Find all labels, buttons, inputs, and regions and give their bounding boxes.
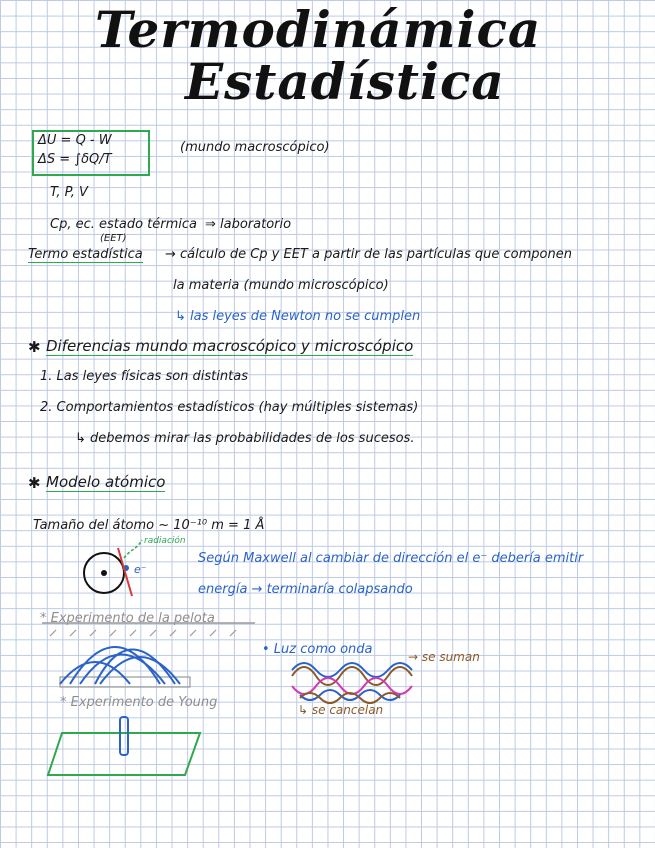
diferencias-bullet: ✱ [28, 338, 41, 356]
modelo-heading: Modelo atómico [46, 473, 166, 491]
cp-line: Cp, ec. estado térmica [50, 217, 198, 232]
young-arcs [60, 647, 180, 684]
atom-size: Tamaño del átomo ~ 10⁻¹⁰ m = 1 Å [33, 518, 265, 533]
waves-cancel-label: ↳ se cancelan [298, 703, 384, 717]
diferencias-item1: 1. Las leyes físicas son distintas [40, 369, 248, 384]
termo-estadistica-text: → cálculo de Cp y EET a partir de las partículas que componen [165, 247, 572, 262]
equation-entropy: ΔS = ∫δQ/T [38, 152, 112, 167]
radiation-label: radiación [144, 536, 186, 546]
light-waves [292, 663, 412, 703]
cp-arrow-target: ⇒ laboratorio [205, 217, 292, 232]
plane-diagram [48, 717, 200, 775]
title-line1: Termodinámica [95, 0, 542, 59]
title-line2: Estadística [185, 52, 505, 111]
macro-note: (mundo macroscópico) [180, 140, 330, 155]
experiment-young-label: * Experimento de Young [60, 695, 218, 710]
eet-label: (EET) [100, 233, 127, 244]
modelo-bullet: ✱ [28, 474, 41, 492]
diferencias-heading: Diferencias mundo macroscópico y microscópico [46, 337, 414, 355]
termo-estadistica-label: Termo estadística [28, 247, 143, 262]
diferencias-item2-sub: ↳ debemos mirar las probabilidades de los sucesos. [75, 431, 415, 446]
light-wave-label: • Luz como onda [262, 642, 373, 657]
maxwell-line1: Según Maxwell al cambiar de dirección el e⁻ debería emitir [198, 551, 584, 566]
electron-label: e⁻ [134, 563, 147, 576]
variables: T, P, V [50, 185, 88, 200]
experiment-ball-label: * Experimento de la pelota [40, 611, 215, 626]
equation-energy: ΔU = Q - W [38, 133, 112, 148]
termo-estadistica-text2: la materia (mundo microscópico) [173, 278, 389, 293]
newton-note: ↳ las leyes de Newton no se cumplen [175, 309, 421, 324]
waves-add-label: → se suman [408, 650, 480, 664]
diferencias-item2: 2. Comportamientos estadísticos (hay múltiples sistemas) [40, 400, 419, 415]
atom-diagram [84, 540, 142, 596]
maxwell-line2: energía → terminaría colapsando [198, 582, 413, 597]
